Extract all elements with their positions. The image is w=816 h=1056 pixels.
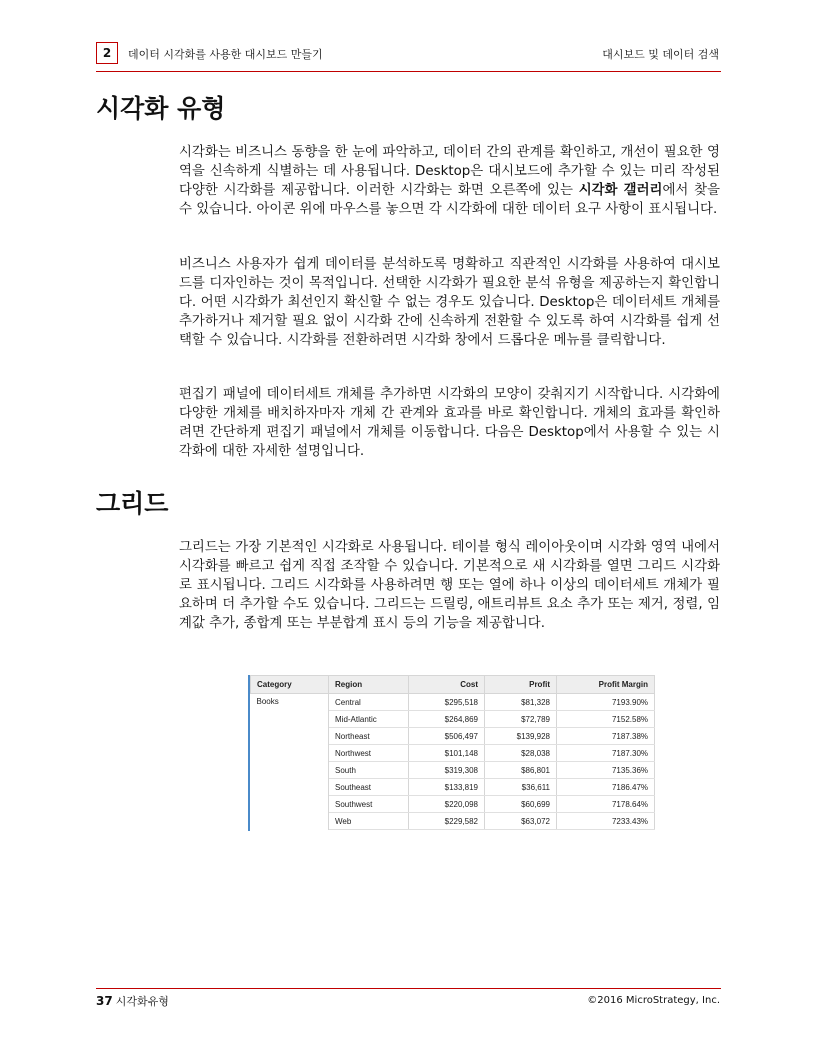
margin-cell: 7178.64% (557, 796, 655, 813)
margin-cell: 7233.43% (557, 813, 655, 830)
paragraph-types-2: 비즈니스 사용자가 쉽게 데이터를 분석하도록 명확하고 직관적인 시각화를 사용하여 대시보드를 디자인하는 것이 목적입니다. 선택한 시각화가 필요한 분석 유형을 제공하는지 확인합니다. 어떤 시각화가 최선인지 확신할 수 없는 경우도 있습니다. Desktop은 데이터세트 개체를 추가하거나 제거할 필요 없이 시각화 간에 신속하게 전환할 수 있도록 하여 시각화를 쉽게 선택할 수 있습니다. 시각화를 전환하려면 시각화 창에서 드롭다운 메뉴를 클릭합니다. (179, 257, 720, 348)
cost-cell: $220,098 (409, 796, 485, 813)
column-header-region: Region (329, 676, 409, 694)
region-cell: Mid-Atlantic (329, 711, 409, 728)
margin-cell: 7187.30% (557, 745, 655, 762)
region-cell: Northeast (329, 728, 409, 745)
table-row (251, 694, 655, 711)
paragraph-types-3: 편집기 패널에 데이터세트 개체를 추가하면 시각화의 모양이 갖춰지기 시작합니다. 시각화에 다양한 개체를 배치하자마자 개체 간 관계와 효과를 바로 확인합니다. 개체의 효과를 확인하려면 간단하게 편집기 패널에서 개체를 이동합니다. 다음은 Desktop에서 사용할 수 있는 시각화에 대한 자세한 설명입니다. (179, 387, 720, 459)
column-header-cost: Cost (409, 676, 485, 694)
region-cell: Web (329, 813, 409, 830)
column-header-category: Category (251, 676, 329, 694)
margin-cell: 7135.36% (557, 762, 655, 779)
heading-visualization-types: 시각화 유형 (96, 94, 226, 123)
profit-cell: $139,928 (485, 728, 557, 745)
chapter-number: 2 (96, 42, 118, 64)
region-cell: South (329, 762, 409, 779)
page-footer-left (96, 993, 169, 1009)
grid-visualization-example (248, 675, 654, 831)
profit-cell: $81,328 (485, 694, 557, 711)
profit-cell: $36,611 (485, 779, 557, 796)
running-section-title: 대시보드 및 데이터 검색 (602, 48, 719, 61)
category-cell: Books (251, 694, 329, 830)
cost-cell: $133,819 (409, 779, 485, 796)
copyright-notice: ©2016 MicroStrategy, Inc. (587, 995, 720, 1006)
cost-cell: $506,497 (409, 728, 485, 745)
cost-cell: $295,518 (409, 694, 485, 711)
profit-cell: $63,072 (485, 813, 557, 830)
heading-grid: 그리드 (96, 489, 169, 518)
region-cell: Central (329, 694, 409, 711)
page-header (96, 40, 721, 72)
region-cell: Southwest (329, 796, 409, 813)
grid-header-row (251, 676, 655, 694)
paragraph-types-1 (179, 143, 720, 219)
chapter-title: 데이터 시각화를 사용한 대시보드 만들기 (128, 48, 323, 61)
grid-table (250, 675, 655, 830)
paragraph-grid-1: 그리드는 가장 기본적인 시각화로 사용됩니다. 테이블 형식 레이아웃이며 시각화 영역 내에서 시각화를 빠르고 쉽게 직접 조작할 수 있습니다. 기본적으로 새 시각화를 열면 그리드 시각화로 표시됩니다. 그리드 시각화를 사용하려면 행 또는 열에 하나 이상의 데이터세트 개체가 필요하며 더 추가할 수도 있습니다. 그리드는 드릴링, 애트리뷰트 요소 추가 또는 제거, 정렬, 임계값 추가, 종합계 또는 부분합계 표시 등의 기능을 제공합니다. (179, 540, 720, 631)
profit-cell: $28,038 (485, 745, 557, 762)
region-cell: Northwest (329, 745, 409, 762)
profit-cell: $86,801 (485, 762, 557, 779)
paragraph-text: 에서 찾을 수 있습니다. 아이콘 위에 마우스를 놓으면 각 시각화에 대한 데이터 요구 사항이 표시됩니다. (179, 183, 720, 217)
profit-cell: $60,699 (485, 796, 557, 813)
column-header-profit: Profit (485, 676, 557, 694)
header-divider (96, 71, 721, 72)
page-number: 37 (96, 994, 113, 1008)
margin-cell: 7152.58% (557, 711, 655, 728)
profit-cell: $72,789 (485, 711, 557, 728)
paragraph-text: 시각화는 비즈니스 동향을 한 눈에 파악하고, 데이터 간의 관계를 확인하고, 개선이 필요한 영역을 신속하게 식별하는 데 사용됩니다. Desktop은 대시보드에 추가할 수 있는 미리 작성된 다양한 시각화를 제공합니다. 이러한 시각화는 화면 오른쪽에 있는 (179, 145, 720, 198)
margin-cell: 7193.90% (557, 694, 655, 711)
column-header-profit-margin: Profit Margin (557, 676, 655, 694)
margin-cell: 7186.47% (557, 779, 655, 796)
footer-section-label: 시각화유형 (115, 995, 169, 1008)
margin-cell: 7187.38% (557, 728, 655, 745)
cost-cell: $319,308 (409, 762, 485, 779)
region-cell: Southeast (329, 779, 409, 796)
cost-cell: $229,582 (409, 813, 485, 830)
cost-cell: $264,869 (409, 711, 485, 728)
gallery-term: 시각화 갤러리 (578, 183, 663, 198)
footer-divider (96, 988, 721, 989)
cost-cell: $101,148 (409, 745, 485, 762)
